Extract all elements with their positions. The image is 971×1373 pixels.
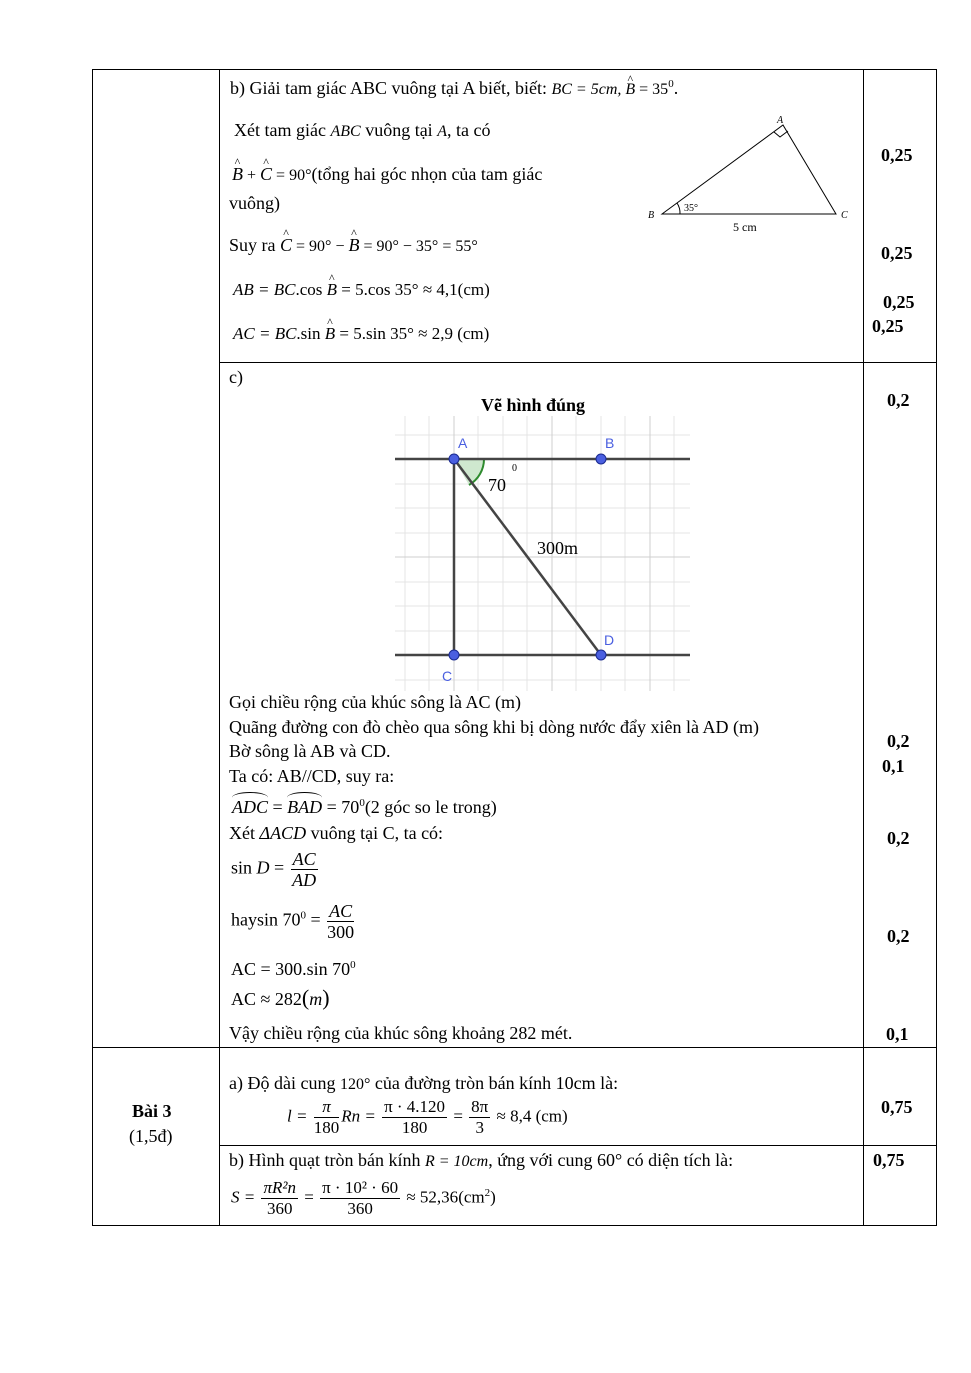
score-b-4: 0,25	[872, 316, 904, 336]
text-l6: Xét ΔACD vuông tại C, ta có:	[229, 823, 444, 843]
right-angle-mark	[774, 131, 788, 137]
conclusion: Vậy chiều rộng của khúc sông khoảng 282 mét.	[229, 1023, 573, 1043]
score-c-3: 0,1	[882, 756, 905, 776]
triangle-outline	[662, 125, 836, 214]
bai3-a-formula: l = $\frac{\pi}{180}$ Rn = $\frac{\pi \cdot 4.120}{180}$ = $\frac{8\pi}{3}$ ≈ 8,4 (cm)	[287, 1097, 568, 1137]
point-c	[449, 650, 459, 660]
score-b-3: 0,25	[883, 292, 915, 312]
score-c-1: 0,2	[887, 390, 910, 410]
triangle-abc-figure	[640, 112, 860, 237]
distance-label: 300m	[537, 538, 579, 558]
point-d	[596, 650, 606, 660]
angle-sum-line2: vuông)	[229, 193, 280, 213]
result-1: AC = 300.sin $70^0$	[231, 959, 356, 979]
score-c-2: 0,2	[887, 731, 910, 751]
point-a	[449, 454, 459, 464]
angle-sum-line: ^ B + ^ C = 90°(tổng hai góc nhọn của tam giác	[232, 164, 542, 185]
angle-b-arc	[677, 203, 680, 214]
text-l4: Ta có: AB//CD, suy ra:	[229, 766, 395, 786]
label-d: D	[604, 632, 615, 648]
bai3-a-text: a) Độ dài cung 120° của đường tròn bán kính 10cm là:	[229, 1073, 619, 1093]
angle-degree-label: 0	[512, 463, 517, 474]
figure-title: Vẽ hình đúng	[481, 395, 586, 415]
angle-70-sector	[454, 459, 484, 485]
point-b	[596, 454, 606, 464]
vertex-c-label: C	[841, 210, 848, 221]
score-bai3-b: 0,75	[873, 1150, 905, 1170]
result-2: AC ≈ 282(m)	[231, 985, 330, 1010]
score-b-1: 0,25	[881, 145, 913, 165]
score-c-5: 0,2	[887, 926, 910, 946]
score-c-4: 0,2	[887, 828, 910, 848]
bai3-points: (1,5đ)	[129, 1126, 173, 1146]
sin-fraction: $\frac{AC}{AD}$	[292, 849, 317, 890]
bai3-b-text: b) Hình quạt tròn bán kính R = 10cm, ứng với cung 60° có diện tích là:	[229, 1150, 734, 1170]
vertex-a-label: A	[777, 115, 784, 126]
ac-line: AC = BC.sin ^ B = 5.sin 35° ≈ 2,9 (cm)	[233, 324, 489, 344]
label-c: C	[442, 668, 453, 684]
text-l1: Gọi chiều rộng của khúc sông là AC (m)	[229, 692, 521, 712]
side-bc-label: 5 cm	[733, 220, 757, 234]
river-figure	[395, 416, 690, 691]
angle-label: 70	[488, 475, 506, 495]
label-b: B	[605, 435, 615, 451]
ab-line: AB = BC.cos ^ B = 5.cos 35° ≈ 4,1(cm)	[233, 280, 490, 300]
label-a: A	[458, 435, 468, 451]
arc-frac-2: $\frac{\pi \cdot 4.120}{180}$	[384, 1097, 446, 1137]
hay-formula: haysin $70^0$ = $\frac{AC}{300}$	[231, 901, 355, 942]
text-l2: Quãng đường con đò chèo qua sông khi bị dòng nước đẩy xiên là AD (m)	[229, 717, 759, 737]
vertex-b-label: B	[648, 210, 655, 221]
score-bai3-a: 0,75	[881, 1097, 913, 1117]
sin-d-formula: sin D = $\frac{AC}{AD}$	[231, 849, 317, 890]
angle-b-label: 35°	[684, 203, 698, 214]
arc-frac-3: $\frac{8\pi}{3}$	[471, 1097, 489, 1137]
part-b-question: b) Giải tam giác ABC vuông tại A biết, biết: BC = 5cm, ^ $B = 35^0$.	[230, 78, 678, 99]
alternate-angles: ADC = BAD = $70^0(2$ góc so le trong)	[232, 797, 497, 817]
part-c-label: c)	[229, 367, 243, 387]
sector-frac-2: $\frac{\text{π · 10² · 60}}{360}$	[322, 1178, 399, 1218]
score-b-2: 0,25	[881, 243, 913, 263]
score-c-6: 0,1	[886, 1024, 909, 1044]
angle-c-line: Suy ra ^ C = 90° − ^ B = 90° − 35° = 55°	[229, 235, 478, 256]
hay-fraction: $\frac{AC}{300}$	[327, 901, 355, 942]
arc-frac-1: $\frac{\pi}{180}$	[313, 1097, 340, 1137]
text-l3: Bờ sông là AB và CD.	[229, 741, 391, 761]
sector-frac-1: $\frac{\text{πR²n}}{360}$	[263, 1178, 296, 1218]
bai3-b-formula: S = $\frac{\text{πR²n}}{360}$ = $\frac{\text{π · 10² · 60}}{360}$ ≈ $52,36(cm^2)$	[231, 1178, 496, 1218]
part-b-consider: Xét tam giác ABC vuông tại A, ta có	[234, 120, 491, 140]
bai3-title: Bài 3	[132, 1101, 172, 1121]
